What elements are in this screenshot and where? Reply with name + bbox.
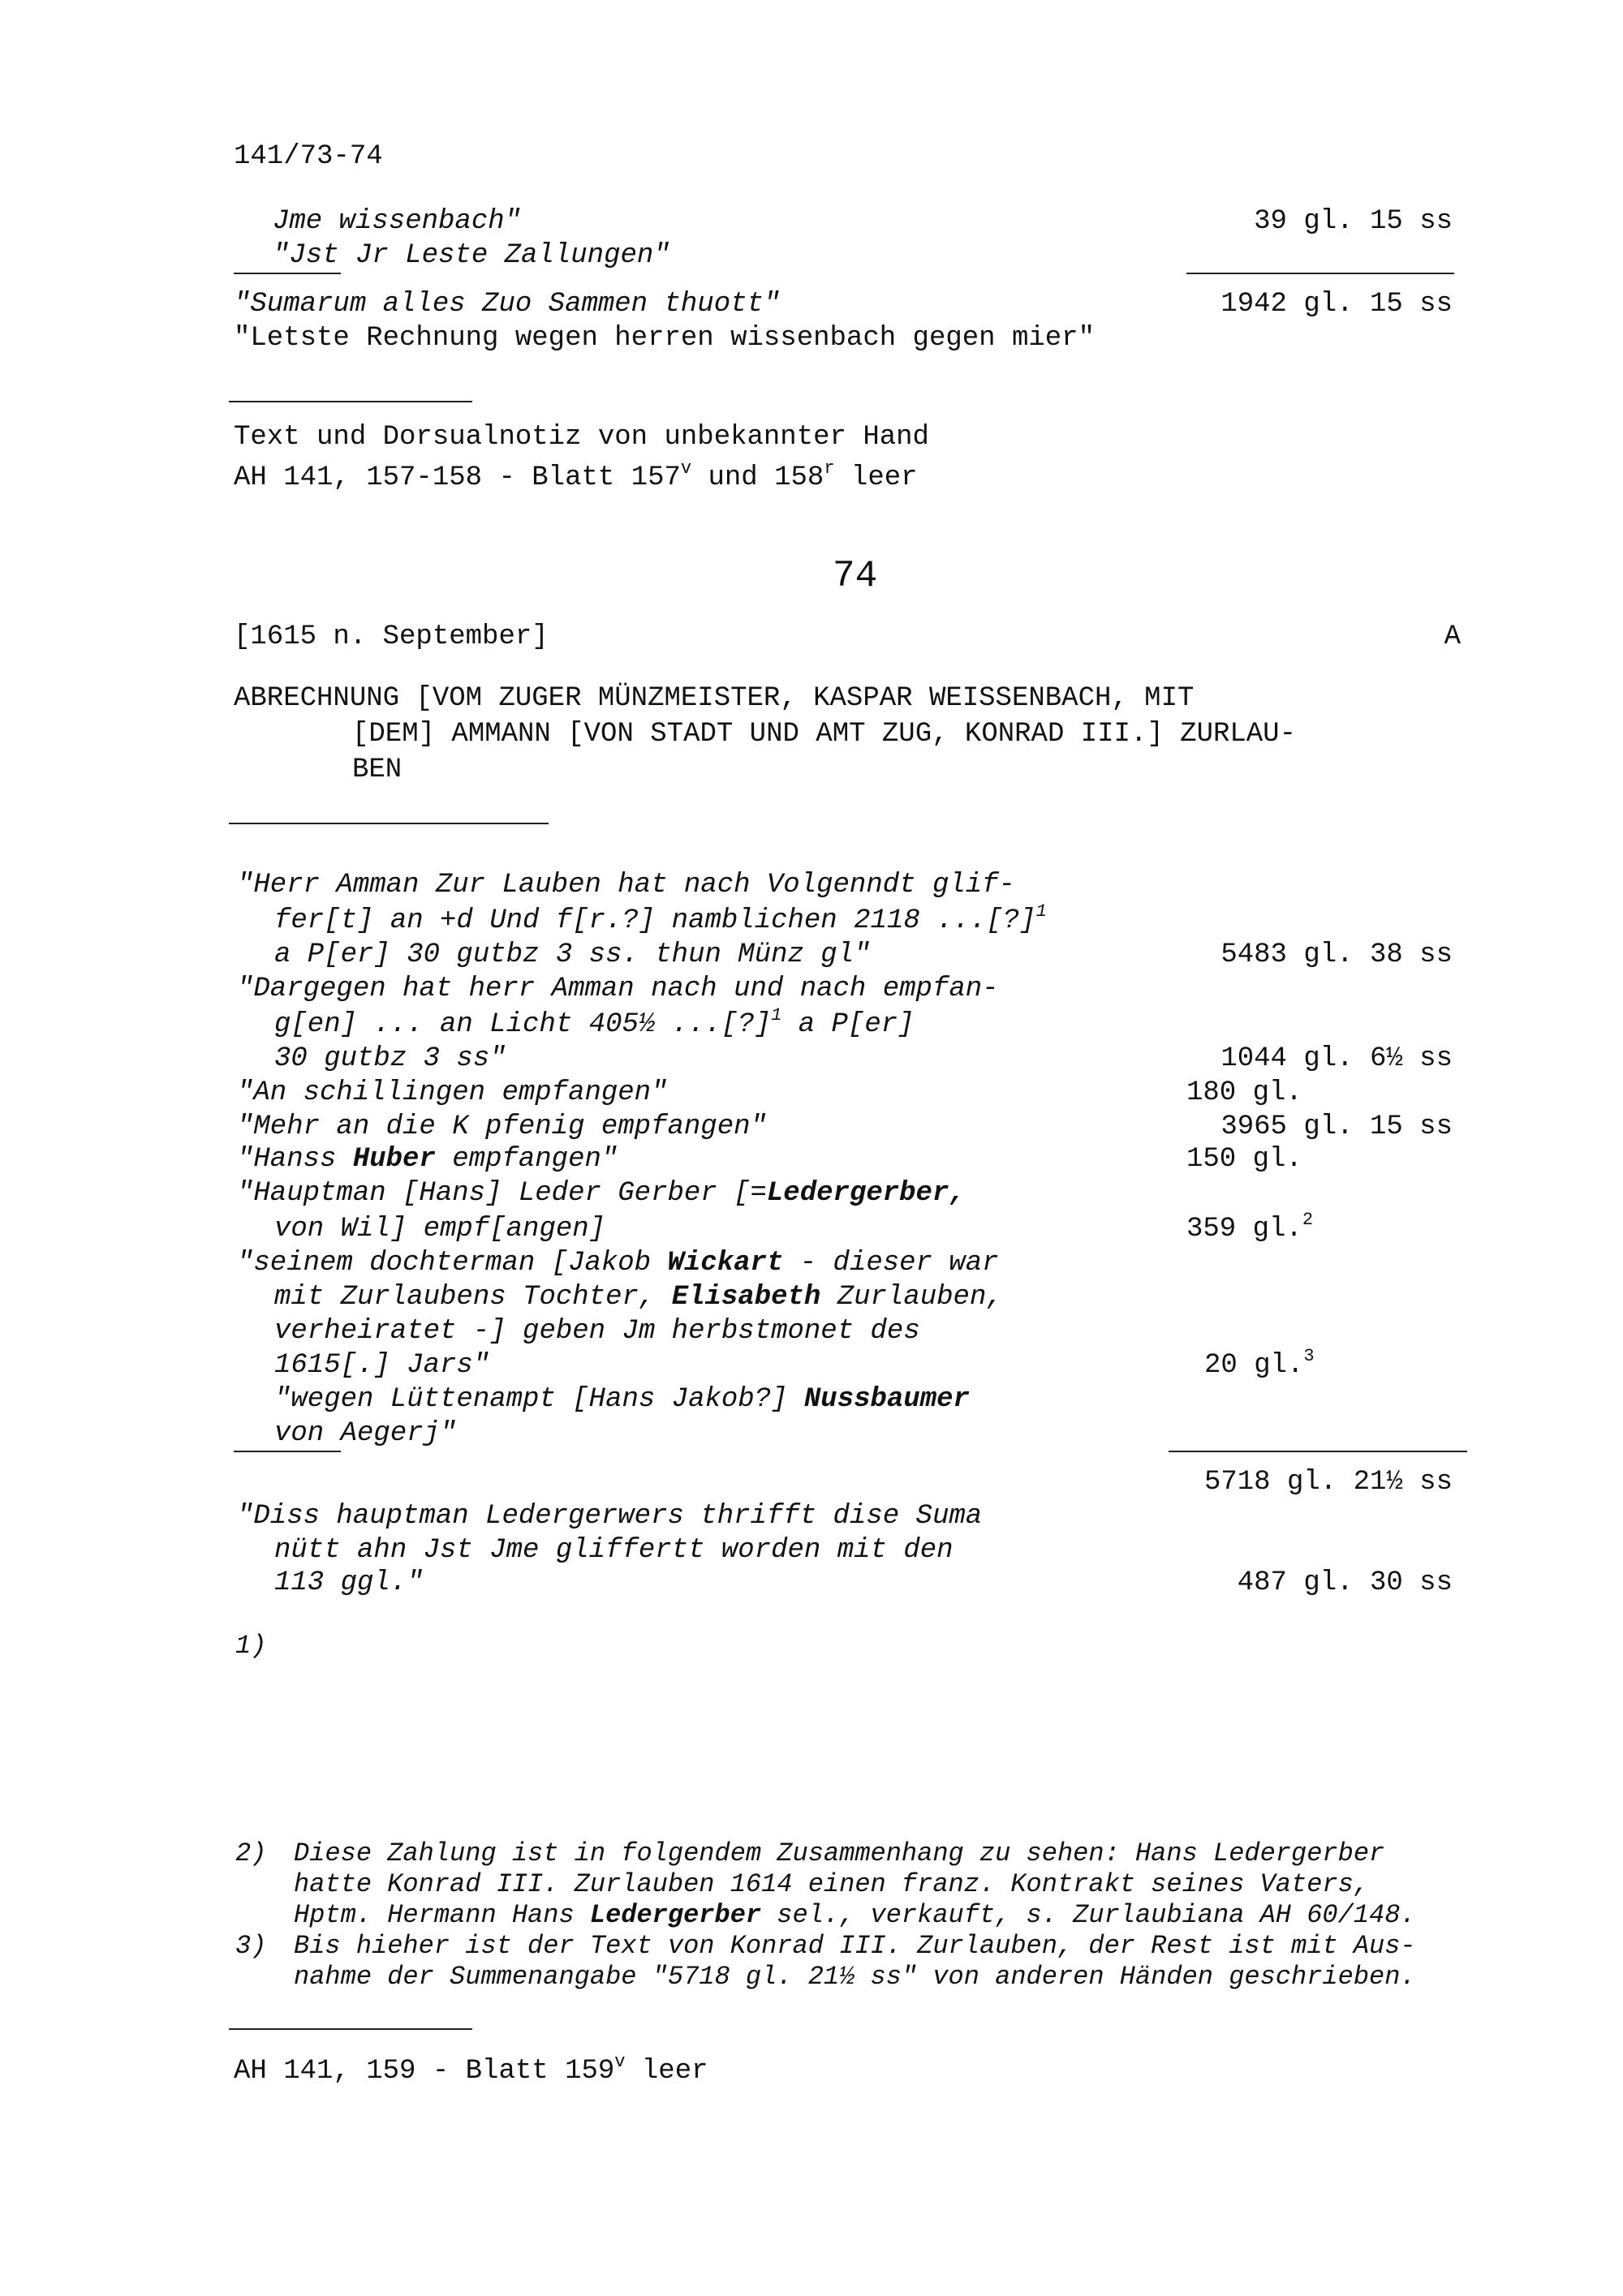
note2-sup-v: v [614, 2052, 626, 2072]
title-line2: [DEM] AMMANN [VON STADT UND AMT ZUG, KONRAD III.] ZURLAU- [352, 719, 1296, 750]
entry6-line1 [237, 1178, 966, 1209]
document-number: 74 [833, 555, 878, 597]
note1-prefix: AH 141, 157-158 - Blatt 157 [234, 462, 681, 493]
entry6-pre: "Hauptman [Hans] Leder Gerber [= [237, 1178, 767, 1209]
entry1-line2 [274, 901, 1047, 936]
entry7-amount [1204, 1346, 1315, 1381]
entry9-line3: 113 ggl." [274, 1567, 424, 1598]
entry7-l2-post: Zurlauben, [820, 1282, 1003, 1313]
entry7-line3: verheiratet -] geben Jm herbstmonet des [274, 1316, 920, 1347]
entry6-name: Ledergerber, [766, 1178, 966, 1209]
note1-sup-r: r [824, 458, 835, 479]
entry9-line2: nütt ahn Jst Jme gliffertt worden mit den [274, 1535, 954, 1566]
entry8-line2: von Aegerj" [274, 1418, 457, 1449]
entry3-amount: 180 gl. [1186, 1077, 1302, 1108]
entry5-post: empfangen" [435, 1144, 618, 1175]
footnote-2-number: 2) [235, 1838, 267, 1868]
entry7-amount-text: 20 gl. [1204, 1350, 1304, 1381]
note2-line [234, 2052, 708, 2087]
footnote-2-l3-pre: Hptm. Hermann Hans [294, 1900, 590, 1930]
sum-rule [1186, 273, 1454, 274]
entry1-amount: 5483 gl. 38 ss [1220, 939, 1453, 970]
title-line3: BEN [352, 755, 403, 785]
entry8-name: Nussbaumer [803, 1384, 970, 1415]
entry9-amount: 487 gl. 30 ss [1237, 1567, 1453, 1598]
note1-sup-v: v [680, 458, 692, 479]
entry7-line4: 1615[.] Jars" [274, 1350, 490, 1381]
entry7-l1-pre: "seinem dochterman [Jakob [237, 1248, 668, 1279]
footnote-3-line1: Bis hieher ist der Text von Konrad III. Zurlauben, der Rest ist mit Aus- [294, 1931, 1416, 1961]
entry5-pre: "Hanss [237, 1144, 353, 1175]
entry1-line1: "Herr Amman Zur Lauben hat nach Volgenndt glif- [237, 870, 1015, 901]
footnote-2-line2: hatte Konrad III. Zurlauben 1614 einen franz. Kontrakt seines Vaters, [294, 1869, 1370, 1899]
document-date: [1615 n. September] [234, 621, 549, 652]
entry5-name: Huber [352, 1144, 436, 1175]
entry2-footnote-ref: 1 [771, 1005, 782, 1025]
entry4-amount: 3965 gl. 15 ss [1220, 1111, 1453, 1142]
title-line1: ABRECHNUNG [VOM ZUGER MÜNZMEISTER, KASPAR WEISSENBACH, MIT [234, 683, 1195, 714]
footnote-2-l3-post: sel., verkauft, s. Zurlaubiana AH 60/148. [761, 1900, 1416, 1930]
entry6-footnote-ref: 2 [1302, 1210, 1314, 1230]
note1-line1: Text und Dorsualnotiz von unbekannter Hand [234, 422, 929, 453]
note2-prefix: AH 141, 159 - Blatt 159 [234, 2056, 615, 2087]
entry7-line1 [237, 1248, 999, 1279]
entry8-line1 [274, 1384, 970, 1415]
entry5-text [237, 1144, 618, 1175]
footnote-3-number: 3) [235, 1931, 267, 1961]
entry8-pre: "wegen Lüttenampt [Hans Jakob?] [274, 1384, 804, 1415]
entry1-footnote-ref: 1 [1035, 901, 1047, 922]
document-letter: A [1444, 621, 1461, 652]
note1-suffix: leer [834, 462, 918, 493]
entry7-line2 [274, 1282, 1003, 1313]
entry6-amount [1186, 1210, 1314, 1245]
total-amount: 5718 gl. 21½ ss [1203, 1467, 1453, 1498]
top-line1-amount: 39 gl. 15 ss [1254, 206, 1453, 237]
entry6-amount-text: 359 gl. [1186, 1214, 1302, 1245]
footer-rule [229, 2028, 472, 2030]
entry7-l2-pre: mit Zurlaubens Tochter, [274, 1282, 672, 1313]
entry5-amount: 150 gl. [1186, 1144, 1302, 1175]
note1-line2 [234, 458, 918, 493]
page-reference: 141/73-74 [234, 141, 383, 172]
entry2-line1: "Dargegen hat herr Amman nach und nach empfan- [237, 974, 999, 1004]
sum-text: "Sumarum alles Zuo Sammen thuott" [234, 289, 781, 320]
separator-rule [234, 273, 341, 274]
entry1-line3: a P[er] 30 gutbz 3 ss. thun Münz gl" [274, 939, 871, 970]
entry3-text: "An schillingen empfangen" [237, 1077, 668, 1108]
note1-mid: und 158 [691, 462, 824, 493]
entry7-footnote-ref: 3 [1303, 1346, 1315, 1366]
total-rule [1169, 1451, 1467, 1452]
entry7-name1: Wickart [667, 1248, 784, 1279]
entry1-line2-text: fer[t] an +d Und f[r.?] namblichen 2118 ...[?] [274, 905, 1036, 936]
top-line2-text: "Jst Jr Leste Zallungen" [273, 240, 670, 271]
last-account-text: "Letste Rechnung wegen herren wissenbach gegen mier" [234, 323, 1095, 354]
entry2-line2-text: g[en] ... an Licht 405½ ...[?] [274, 1009, 772, 1040]
footnote-2-line1: Diese Zahlung ist in folgendem Zusammenhang zu sehen: Hans Ledergerber [294, 1838, 1385, 1868]
entry6-line2: von Wil] empf[angen] [274, 1214, 606, 1245]
entries-left-rule [234, 1451, 341, 1452]
footnote-2-name: Ledergerber [589, 1900, 762, 1930]
entry7-name2: Elisabeth [671, 1282, 821, 1313]
entry2-line2-end: a P[er] [781, 1009, 915, 1040]
entry2-line3: 30 gutbz 3 ss" [274, 1043, 506, 1074]
entry2-amount: 1044 gl. 6½ ss [1220, 1043, 1453, 1074]
entry4-text: "Mehr an die K pfenig empfangen" [237, 1111, 767, 1142]
footnote-1: 1) [235, 1631, 267, 1661]
top-line1-text: Jme wissenbach" [273, 206, 522, 237]
sum-amount: 1942 gl. 15 ss [1220, 289, 1453, 320]
footnote-3-line2: nahme der Summenangabe "5718 gl. 21½ ss" von anderen Händen geschrieben. [294, 1962, 1416, 1992]
note2-suffix: leer [625, 2056, 708, 2087]
footnote-2-line3 [294, 1900, 1416, 1930]
entry9-line1: "Diss hauptman Ledergerwers thrifft dise Suma [237, 1501, 983, 1532]
entry2-line2 [274, 1005, 915, 1040]
title-rule [229, 823, 549, 824]
entry7-l1-post: - dieser war [783, 1248, 999, 1279]
note-rule [229, 401, 472, 402]
